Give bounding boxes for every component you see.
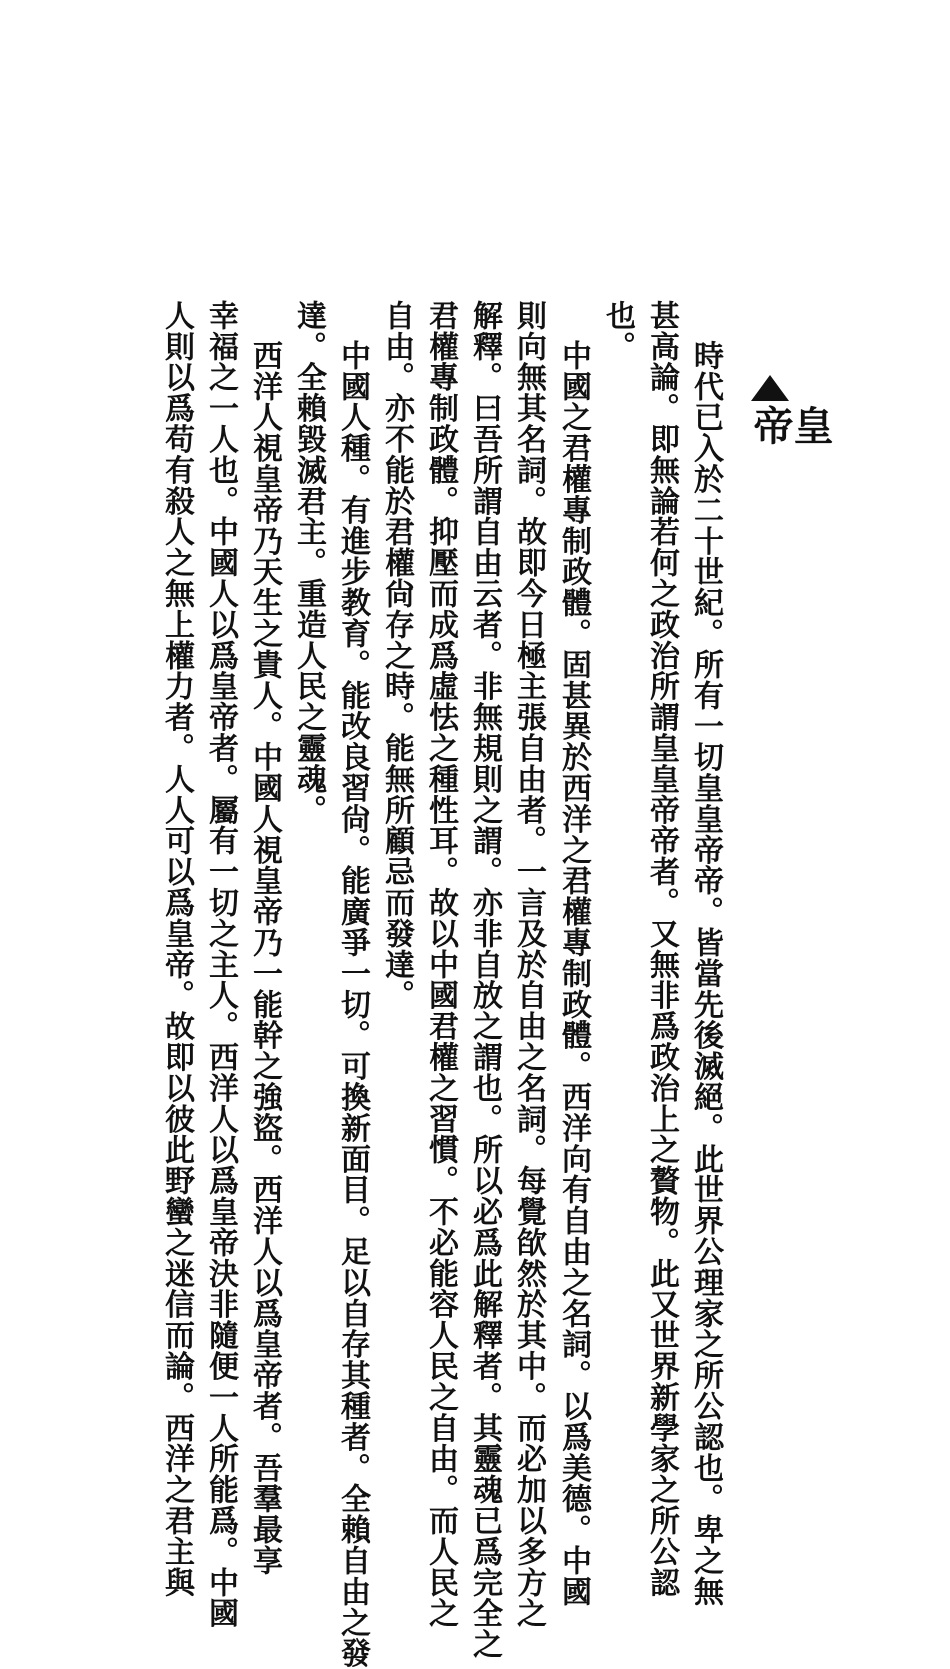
text-column-9: 中國人種。有進步教育。能改良習尙。能廣爭一切。可換新面目。足以自存其種者。全賴自由之發 [335,340,370,1669]
text-column-3: 也。 [600,300,635,362]
text-column-12: 幸福之一人也。中國人以爲皇帝者。屬有一切之主人。西洋人以爲皇帝決非隨便一人所能爲。中國 [203,300,238,1629]
text-column-10: 達。全賴毀滅君主。重造人民之靈魂。 [291,300,326,826]
text-column-8: 自由。亦不能於君權尙存之時。能無所顧忌而發達。 [379,300,414,1011]
text-column-11: 西洋人視皇帝乃天生之貴人。中國人視皇帝乃一能幹之強盜。西洋人以爲皇帝者。吾羣最享 [247,340,282,1576]
text-column-6: 解釋。曰吾所謂自由云者。非無規則之謂。亦非自放之謂也。所以必爲此解釋者。其靈魂已爲完全之 [467,300,502,1660]
text-column-2: 甚高論。即無論若何之政治所謂皇皇帝帝者。又無非爲政治上之贅物。此又世界新學家之所公認 [644,300,679,1598]
text-column-7: 君權專制政體。抑壓而成爲虛怯之種性耳。故以中國君權之習慣。不必能容人民之自由。而人民之 [423,300,458,1629]
triangle-marker-icon [751,375,789,401]
section-title: 皇帝 [747,405,834,447]
text-column-13: 人則以爲苟有殺人之無上權力者。人人可以爲皇帝。故即以彼此野蠻之迷信而論。西洋之君主與 [159,300,194,1598]
text-column-4: 中國之君權專制政體。固甚異於西洋之君權專制政體。西洋向有自由之名詞。以爲美德。中國 [556,340,591,1607]
text-column-1: 時代已入於二十世紀。所有一切皇皇帝帝。皆當先後滅絕。此世界公理家之所公認也。卑之無 [688,340,723,1607]
text-column-5: 則向無其名詞。故即今日極主張自由者。一言及於自由之名詞。每覺欿然於其中。而必加以多方之 [511,300,546,1629]
section-heading [745,375,834,485]
